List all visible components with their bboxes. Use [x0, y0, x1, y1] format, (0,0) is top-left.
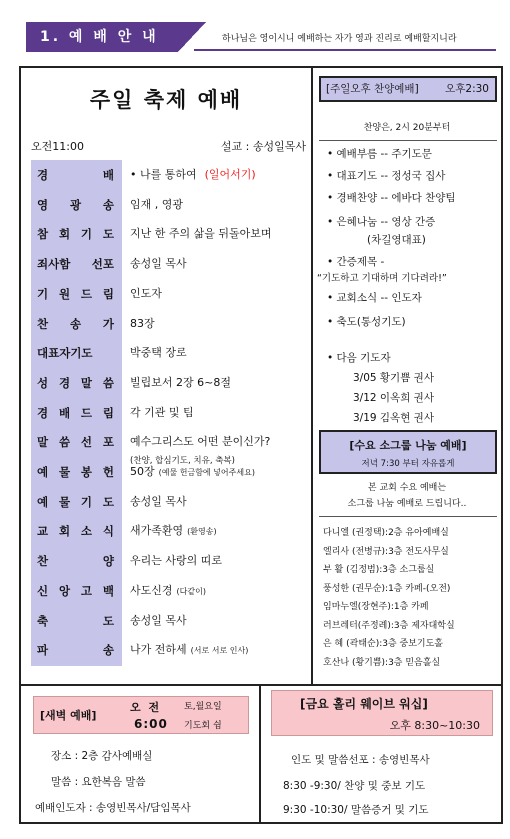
wednesday-header: [319, 430, 497, 474]
header-underline: [194, 49, 496, 51]
order-value: [130, 340, 187, 366]
sunday-service-panel: [21, 68, 313, 684]
order-value: [130, 548, 222, 574]
order-label: 신 앙 고 백: [37, 583, 114, 598]
order-value-text: 인도자: [130, 286, 162, 300]
afternoon-item: “기도하고 기대하며 기다려라!”: [317, 273, 447, 284]
order-value: [130, 489, 187, 515]
order-row: [31, 221, 311, 247]
dawn-leader: 예배인도자 : 송영빈목사/담임목사: [35, 802, 191, 814]
afternoon-item: • 간증제목 -: [327, 256, 385, 268]
order-value-note: (다같이): [176, 586, 206, 596]
sunday-title: 주일 축제 예배: [89, 88, 243, 112]
dawn-time: 6:00: [134, 717, 168, 731]
small-group-item: 은 혜 (곽태순):3층 중보기도홀: [323, 639, 443, 649]
section-tab: 1. 예 배 안 내: [26, 22, 178, 52]
small-group-item: 다니엘 (권정택):2층 유아예배실: [323, 528, 449, 538]
small-group-list: [323, 524, 499, 672]
wednesday-note: [313, 480, 501, 512]
afternoon-item: 3/05 황기쁨 권사: [353, 372, 434, 384]
order-row: [31, 162, 311, 188]
order-row: [31, 608, 311, 634]
friday-leader: 인도 및 말씀선포 : 송영빈목사: [291, 754, 430, 766]
order-value-text: 빌립보서 2장 6~8절: [130, 375, 231, 389]
afternoon-wednesday-panel: [313, 68, 501, 684]
afternoon-item: • 축도(통성기도): [327, 316, 406, 328]
order-value: [130, 162, 256, 188]
order-label: 말 씀 선 포: [37, 435, 114, 450]
afternoon-title: [주일오후 찬양예배]: [326, 83, 419, 95]
order-value: [130, 637, 248, 663]
dawn-service-panel: [21, 686, 261, 822]
friday-header: [271, 690, 493, 736]
order-value: [130, 578, 206, 604]
dawn-header: [33, 696, 249, 734]
order-label: 교 회 소 식: [37, 524, 114, 539]
small-group-item: 엘리사 (전병규):3층 전도사무실: [323, 546, 449, 557]
order-row: [31, 637, 311, 663]
order-value-text: 사도신경: [130, 583, 173, 597]
order-row: [31, 429, 311, 455]
order-value-text: 박중택 장로: [130, 346, 187, 360]
divider: [319, 516, 497, 517]
order-value-text: 송성일 목사: [130, 613, 187, 627]
order-value: [130, 281, 162, 307]
friday-title: [금요 홀리 웨이브 워십]: [300, 697, 428, 711]
order-label: 영 광 송: [37, 197, 114, 212]
bottom-panel: [21, 684, 501, 822]
sunday-preacher: 설교 : 송성일목사: [220, 140, 306, 153]
order-row: [31, 340, 311, 366]
order-value: [130, 311, 155, 337]
order-value-text: 우리는 사랑의 띠로: [130, 554, 223, 568]
friday-schedule-2: 9:30 -10:30/ 말씀증거 및 기도: [283, 804, 429, 816]
dawn-word: 말씀 : 요한복음 말씀: [51, 776, 146, 788]
order-label: 죄사함 선포: [37, 257, 114, 272]
order-label: 축 도: [37, 613, 114, 628]
divider: [319, 140, 497, 141]
order-label: 찬 송 가: [37, 316, 114, 331]
order-row: [31, 459, 311, 485]
afternoon-item: 3/19 김옥현 권사: [353, 412, 434, 424]
afternoon-item: • 다음 기도자: [327, 352, 391, 364]
order-value-text: 송성일 목사: [130, 494, 187, 508]
afternoon-item: • 예배부름 -- 주기도문: [327, 148, 432, 160]
afternoon-note: 찬양은, 2시 20분부터: [363, 123, 451, 133]
order-row: [31, 489, 311, 515]
tab-slant: [178, 22, 206, 52]
small-group-item: 러브레터(주정례):3층 제자대학실: [323, 620, 455, 631]
order-value: [130, 429, 270, 455]
order-label: 예 물 봉 헌: [37, 465, 114, 479]
order-row: [31, 578, 311, 604]
wednesday-note-line: 소그룹 나눔 예배로 드립니다..: [347, 499, 467, 509]
order-label: 예 물 기 도: [37, 494, 114, 509]
small-group-item: 풍성한 (권무순):1층 카페-(오전): [323, 583, 451, 594]
afternoon-item: • 교회소식 -- 인도자: [327, 292, 422, 304]
afternoon-item: (차길영대표): [367, 234, 426, 246]
order-value-text: 50장: [130, 465, 155, 478]
order-row: [31, 281, 311, 307]
wednesday-note-line: 본 교회 수요 예배는: [367, 483, 447, 493]
order-value-text: • 나를 통하여: [130, 168, 197, 181]
friday-schedule-1: 8:30 -9:30/ 찬양 및 중보 기도: [283, 780, 426, 792]
order-value: [130, 251, 187, 277]
order-row: [31, 192, 311, 218]
order-value: [130, 192, 183, 218]
small-group-item: 부 활 (김정범):3층 소그룹실: [323, 565, 435, 575]
afternoon-item: • 대표기도 -- 정성국 집사: [327, 170, 446, 182]
order-value-text: 83장: [130, 316, 155, 330]
afternoon-header: [319, 76, 497, 102]
order-value: [130, 221, 272, 247]
order-value-text: 새가족환영: [130, 524, 184, 538]
wednesday-subtitle: 저녁 7:30 부터 자유롭게: [361, 459, 455, 469]
wednesday-title: [수요 소그룹 나눔 예배]: [349, 439, 467, 452]
small-group-item: 임마누엘(장현주):1층 카페: [323, 602, 429, 612]
order-value: [130, 370, 231, 396]
dawn-rest: 기도회 쉼: [184, 721, 222, 731]
order-row: [31, 311, 311, 337]
order-label: 파 송: [37, 643, 114, 658]
section-header: [26, 22, 496, 52]
friday-service-panel: [261, 686, 501, 822]
order-row: [31, 251, 311, 277]
order-value-text: 예수그리스도 어떤 분이신가?: [130, 435, 271, 449]
order-label: 대표자기도: [37, 346, 93, 361]
order-row: [31, 548, 311, 574]
order-value: [130, 518, 217, 544]
order-row: [31, 400, 311, 426]
afternoon-item: 3/12 이옥희 권사: [353, 392, 434, 404]
order-value-note: (서로 서로 인사): [190, 646, 249, 656]
afternoon-item: • 경배찬양 -- 에바다 찬양팀: [327, 192, 456, 204]
afternoon-time: 오후2:30: [445, 83, 489, 95]
dawn-place: 장소 : 2층 감사예배실: [51, 750, 153, 762]
dawn-title: [새벽 예배]: [40, 709, 97, 722]
order-subnote: (찬양, 합심기도, 치유, 축복): [130, 456, 235, 467]
order-value: [130, 400, 194, 426]
worship-board: [19, 66, 503, 824]
order-label: 기 원 드 림: [37, 286, 114, 301]
sunday-time: 오전11:00: [31, 140, 84, 153]
order-value-note: (일어서기): [204, 168, 256, 181]
order-label: 찬 양: [37, 554, 114, 569]
friday-time: 오후 8:30~10:30: [389, 719, 480, 732]
order-value: [130, 459, 255, 485]
order-value-text: 지난 한 주의 삶을 뒤돌아보며: [130, 227, 272, 241]
afternoon-item: • 은혜나눔 -- 영상 간증: [327, 216, 436, 228]
order-value-text: 송성일 목사: [130, 257, 187, 271]
order-value-note: (예물 헌금함에 넣어주세요): [158, 468, 255, 477]
order-label: 성 경 말 씀: [37, 375, 114, 390]
order-value-text: 임재 , 영광: [130, 197, 183, 211]
order-label: 참 회 기 도: [37, 227, 114, 242]
dawn-days: 토,월요일: [184, 702, 222, 712]
dawn-am: 오 전: [130, 701, 162, 714]
order-row: [31, 370, 311, 396]
order-value: [130, 608, 187, 634]
header-tagline: 하나님은 영이시니 예배하는 자가 영과 진리로 예배할지니라: [222, 34, 457, 44]
small-group-item: 호산나 (황기쁨):3층 믿음홀실: [323, 657, 441, 668]
order-value-note: (환영송): [187, 527, 217, 537]
order-value-text: 나가 전하세: [130, 643, 187, 657]
order-label: 경 배 드 림: [37, 405, 114, 420]
order-label: 경 배: [37, 168, 114, 182]
order-value-text: 각 기관 및 팀: [130, 405, 194, 419]
order-row: [31, 518, 311, 544]
